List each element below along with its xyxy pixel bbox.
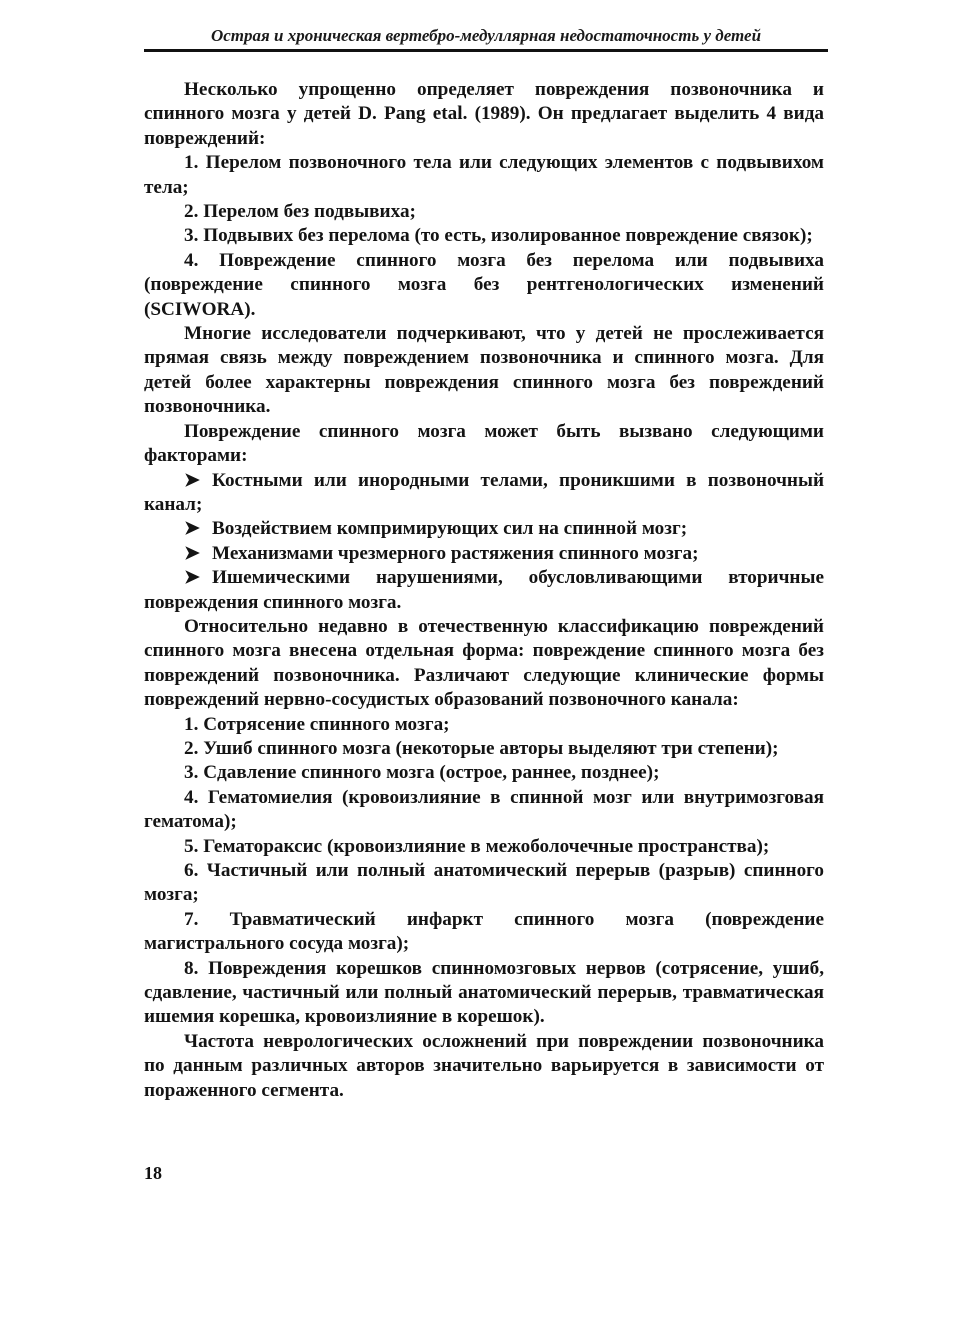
factor-item: [144, 469, 824, 518]
factor-item: [144, 542, 824, 566]
classification-paragraph: Относительно недавно в отечественную классификацию повреждений спинного мозга внесена отдельная форма: повреждение спинного мозга без повреждений позвоночника. Различают следующие клинические формы повреждений нервно-сосудистых образований позвоночного канала:: [144, 615, 824, 711]
factor-text: Воздействием компримирующих сил на спинной мозг;: [212, 518, 688, 540]
clinical-form-2: 2. Ушиб спинного мозга (некоторые авторы выделяют три степени);: [184, 737, 779, 759]
arrow-bullet-icon: ➤: [184, 567, 201, 589]
clinical-form-1: 1. Сотрясение спинного мозга;: [184, 713, 450, 735]
pang-type-1: 1. Перелом позвоночного тела или следующих элементов с подвывихом тела;: [144, 152, 824, 198]
clinical-form-3: 3. Сдавление спинного мозга (острое, раннее, позднее);: [184, 762, 660, 784]
factors-intro-paragraph: Повреждение спинного мозга может быть вызвано следующими факторами:: [144, 420, 824, 467]
arrow-bullet-icon: ➤: [184, 518, 201, 540]
conclusion-paragraph: Частота неврологических осложнений при повреждении позвоночника по данным различных авторов значительно варьируется в зависимости от пораженного сегмента.: [144, 1030, 824, 1101]
header-rule: [144, 49, 828, 52]
pang-type-4: 4. Повреждение спинного мозга без перелома или подвывиха (повреждение спинного мозга без рентгенологических изменений (SCIWORA).: [144, 249, 824, 320]
factor-text: Механизмами чрезмерного растяжения спинного мозга;: [212, 542, 699, 564]
pang-type-3: 3. Подвывих без перелома (то есть, изолированное повреждение связок);: [184, 225, 813, 247]
pang-type-2: 2. Перелом без подвывиха;: [184, 201, 416, 223]
factor-text: Костными или инородными телами, проникшими в позвоночный канал;: [144, 469, 824, 515]
clinical-form-5: 5. Гематораксис (кровоизлияние в межоболочечные пространства);: [184, 835, 770, 857]
arrow-bullet-icon: ➤: [184, 542, 201, 564]
running-header: Острая и хроническая вертебро-медуллярная недостаточность у детей: [210, 26, 762, 45]
factor-item: [144, 517, 824, 541]
clinical-form-7: 7. Травматический инфаркт спинного мозга (повреждение магистрального сосуда мозга);: [144, 908, 824, 955]
page-number: 18: [144, 1163, 162, 1183]
page-body: [144, 78, 824, 1103]
factor-item: [144, 566, 824, 615]
factor-text: Ишемическими нарушениями, обусловливающими вторичные повреждения спинного мозга.: [144, 567, 824, 613]
researchers-paragraph: Многие исследователи подчеркивают, что у детей не прослеживается прямая связь между повреждением позвоночника и спинного мозга. Для детей более характерны повреждения спинного мозга без повреждений позвоночника.: [144, 323, 824, 418]
clinical-form-4: 4. Гематомиелия (кровоизлияние в спинной мозг или внутримозговая гематома);: [144, 786, 824, 833]
intro-paragraph: Несколько упрощенно определяет повреждения позвоночника и спинного мозга у детей D. Pang etal. (1989). Он предлагает выделить 4 вида повреждений:: [144, 79, 824, 149]
clinical-form-6: 6. Частичный или полный анатомический перерыв (разрыв) спинного мозга;: [144, 860, 824, 906]
clinical-form-8: 8. Повреждения корешков спинномозговых нервов (сотрясение, ушиб, сдавление, частичный или полный анатомический перерыв, травматическая ишемия корешка, кровоизлияние в корешок).: [144, 957, 824, 1028]
arrow-bullet-icon: ➤: [184, 469, 201, 491]
